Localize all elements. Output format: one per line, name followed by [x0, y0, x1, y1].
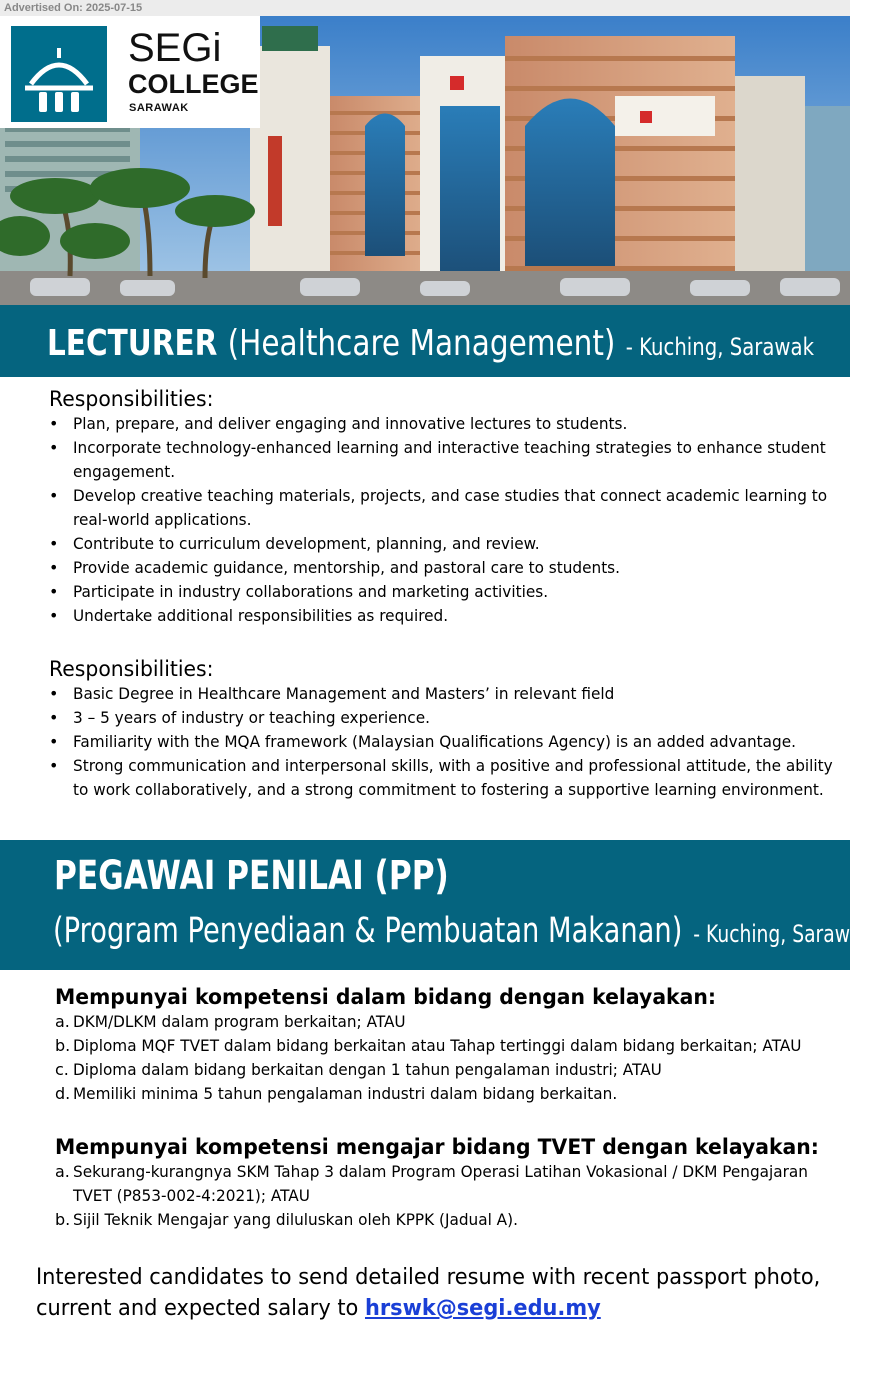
assessor-program: (Program Penyediaan & Pembuatan Makanan): [53, 911, 683, 951]
advertised-date: Advertised On: 2025-07-15: [0, 0, 850, 16]
list-item: • Undertake additional responsibilities as required.: [49, 604, 849, 628]
assessor-program-line: [53, 906, 872, 959]
competency-list: [55, 1010, 850, 1106]
lecturer-responsibilities-heading: Responsibilities:: [49, 387, 214, 411]
contact-email-link[interactable]: hrswk@segi.edu.my: [364, 1296, 601, 1321]
logo-region-text: SARAWAK: [129, 102, 189, 114]
list-item: • Basic Degree in Healthcare Management and Masters’ in relevant field: [49, 682, 849, 706]
teaching-list: [55, 1160, 850, 1232]
list-item: • Plan, prepare, and deliver engaging and innovative lectures to students.: [49, 412, 849, 436]
lecturer-title: [47, 322, 814, 369]
list-item: • 3 – 5 years of industry or teaching experience.: [49, 706, 849, 730]
lecturer-requirements-list: [49, 682, 849, 802]
list-item: • Contribute to curriculum development, planning, and review.: [49, 532, 849, 556]
logo-brand-text: SEGi: [128, 26, 222, 70]
list-item: • Incorporate technology-enhanced learning and interactive teaching strategies to enhance student engagement.: [49, 436, 849, 484]
college-logo: [0, 16, 260, 128]
list-item: d. Memiliki minima 5 tahun pengalaman industri dalam bidang berkaitan.: [55, 1084, 618, 1103]
assessor-banner: [0, 840, 873, 970]
list-item: a. Sekurang-kurangnya SKM Tahap 3 dalam Program Operasi Latihan Vokasional / DKM Pengajaran TVET (P853-002-4:2021); ATAU: [55, 1162, 808, 1205]
assessor-location: - Kuching, Sarawak: [693, 920, 873, 948]
list-item: • Provide academic guidance, mentorship, and pastoral care to students.: [49, 556, 849, 580]
lecturer-location: - Kuching, Sarawak: [625, 333, 814, 361]
list-item: b. Diploma MQF TVET dalam bidang berkaitan atau Tahap tertinggi dalam bidang berkaitan; ATAU: [55, 1036, 802, 1055]
dome-emblem-icon: [11, 26, 107, 122]
assessor-title: PEGAWAI PENILAI (PP): [54, 853, 449, 899]
lecturer-specialty: (Healthcare Management): [227, 323, 616, 364]
lecturer-title-text: LECTURER: [47, 323, 218, 364]
list-item: a. DKM/DLKM dalam program berkaitan; ATAU: [55, 1012, 406, 1031]
competency-heading: Mempunyai kompetensi dalam bidang dengan kelayakan:: [55, 985, 717, 1009]
application-instructions: [36, 1262, 836, 1324]
logo-college-text: COLLEGE: [128, 69, 259, 99]
list-item: • Participate in industry collaborations and marketing activities.: [49, 580, 849, 604]
list-item: • Develop creative teaching materials, projects, and case studies that connect academic learning to real-world applications.: [49, 484, 849, 532]
lecturer-banner: [0, 305, 850, 377]
list-item: • Familiarity with the MQA framework (Malaysian Qualifications Agency) is an added advantage.: [49, 730, 849, 754]
list-item: b. Sijil Teknik Mengajar yang diluluskan oleh KPPK (Jadual A).: [55, 1210, 518, 1229]
application-text: Interested candidates to send detailed resume with recent passport photo, current and expected salary to: [36, 1265, 821, 1321]
lecturer-requirements-heading: Responsibilities:: [49, 657, 214, 681]
lecturer-responsibilities-list: [49, 412, 849, 628]
teaching-heading: Mempunyai kompetensi mengajar bidang TVET dengan kelayakan:: [55, 1135, 819, 1159]
list-item: c. Diploma dalam bidang berkaitan dengan 1 tahun pengalaman industri; ATAU: [55, 1060, 662, 1079]
list-item: • Strong communication and interpersonal skills, with a positive and professional attitude, the ability to work collaboratively, and a strong commitment to fostering a supportive learning environment.: [49, 754, 849, 802]
